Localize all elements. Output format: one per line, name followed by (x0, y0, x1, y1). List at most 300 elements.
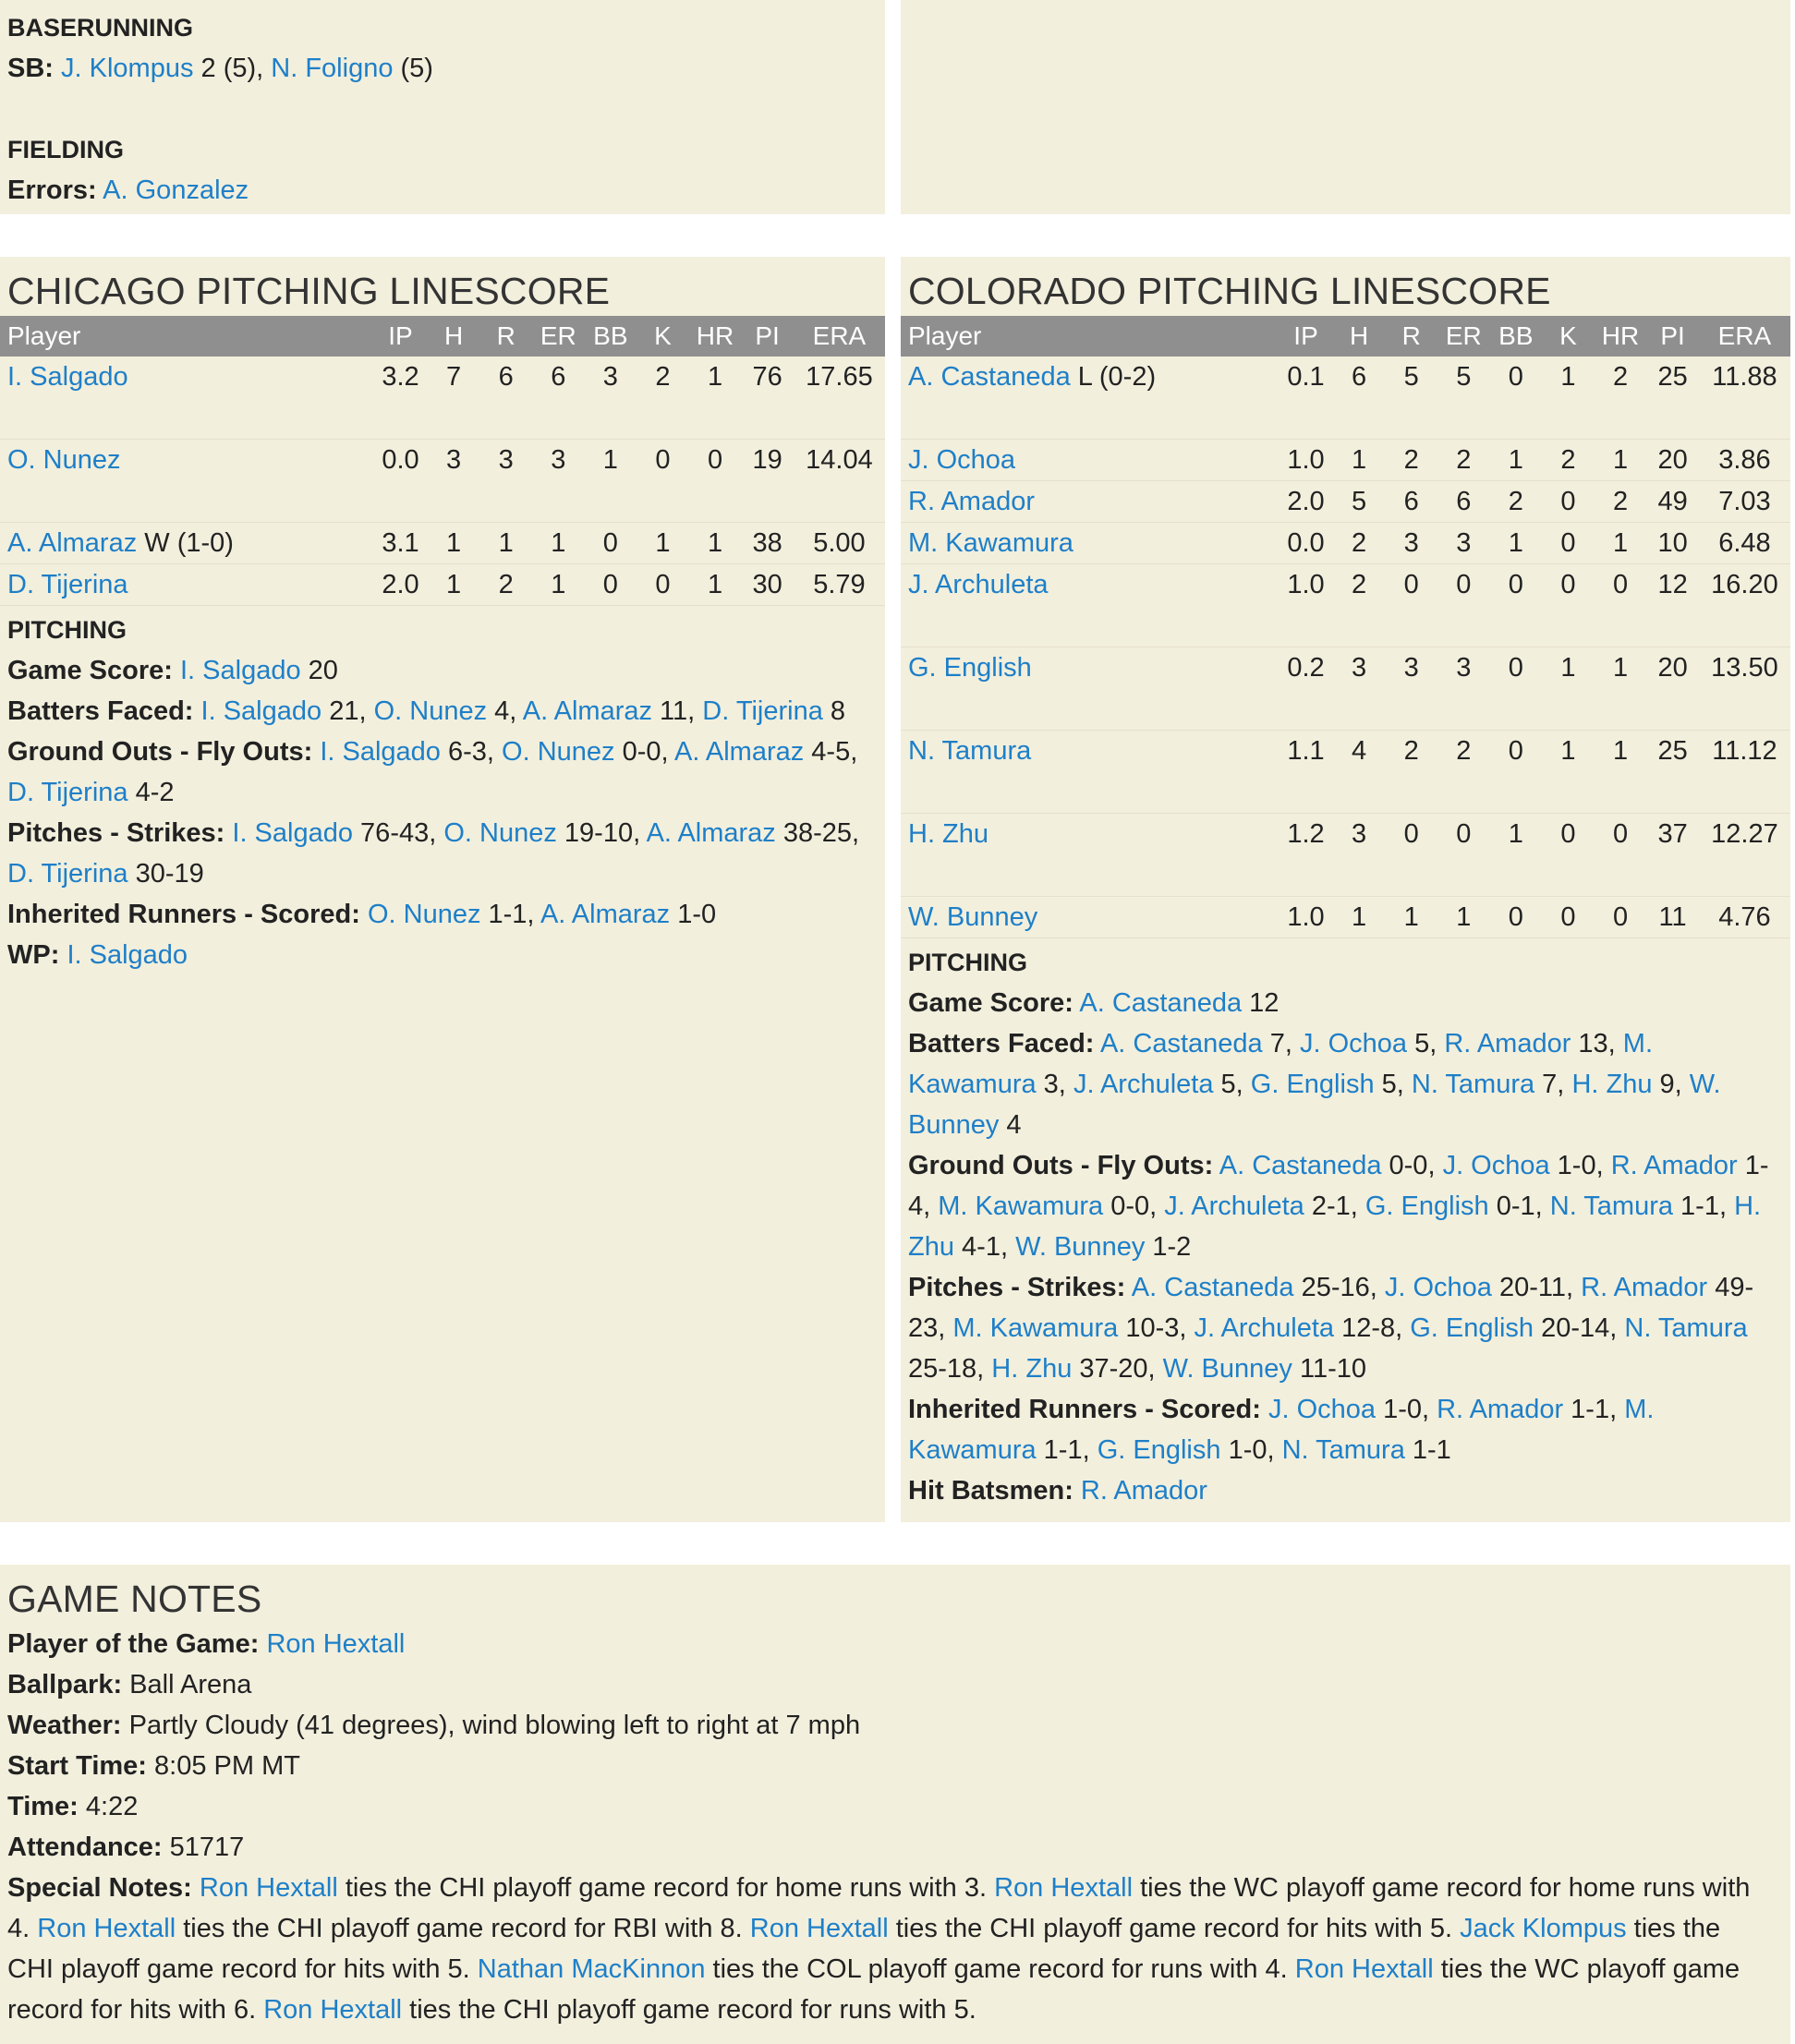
colorado-inherited-runners (901, 1389, 1790, 1470)
player-link[interactable]: J. Archuleta (1194, 1313, 1335, 1343)
stat-value: ties the CHI playoff game record for hits with 5. (888, 1914, 1461, 1943)
player-link[interactable]: J. Ochoa (1299, 1029, 1408, 1058)
stat-cell: 0 (689, 440, 742, 523)
chicago-pitches-strikes (0, 813, 885, 894)
stat-cell: 1 (689, 564, 742, 606)
stat-cell: 5 (1385, 357, 1437, 440)
sb-stat: (5) (393, 54, 433, 83)
stat-value: 1-1, (1672, 1191, 1735, 1221)
stat-cell: 0 (1490, 897, 1543, 938)
stat-cell: 4 (1333, 731, 1386, 814)
column-header: BB (585, 316, 637, 357)
weather-value: Partly Cloudy (41 degrees), wind blowing left to right at 7 mph (121, 1711, 861, 1740)
stat-cell: 0 (585, 564, 637, 606)
table-row (901, 731, 1790, 814)
player-link[interactable]: R. Amador (908, 487, 1035, 516)
stat-value: 20-14, (1534, 1313, 1625, 1343)
stat-value: 25-18, (908, 1354, 992, 1384)
player-link[interactable]: J. Ochoa (1384, 1273, 1492, 1302)
stat-cell: 2 (1595, 357, 1647, 440)
stat-value: 0-0, (1103, 1191, 1165, 1221)
start-time-value: 8:05 PM MT (146, 1751, 300, 1781)
stat-cell: 6 (1385, 481, 1437, 523)
decision-note: L (0-2) (1070, 362, 1157, 392)
ballpark (0, 1664, 1790, 1705)
column-header: K (1542, 316, 1595, 357)
stat-value: 4-5, (804, 737, 858, 767)
player-link[interactable]: Ron Hextall (37, 1914, 176, 1943)
empty-panel (901, 0, 1790, 214)
player-link[interactable]: G. English (1097, 1435, 1221, 1465)
stat-value: 37-20, (1072, 1354, 1163, 1384)
stat-cell: 3 (1437, 523, 1490, 564)
stat-value: 0-1, (1488, 1191, 1550, 1221)
stat-cell: 2 (1385, 731, 1437, 814)
stat-cell: 1 (1542, 357, 1595, 440)
stat-value: 19-10, (556, 818, 647, 848)
stat-cell: 11.12 (1699, 731, 1790, 814)
player-link[interactable]: A. Almaraz (522, 696, 652, 726)
stat-cell: 0.1 (1279, 357, 1333, 440)
go-fo-label: Ground Outs - Fly Outs: (908, 1151, 1214, 1180)
player-link[interactable]: Ron Hextall (749, 1914, 889, 1943)
player-link[interactable]: W. Bunney (1015, 1232, 1146, 1262)
column-header: R (1385, 316, 1437, 357)
player-link[interactable]: N. Tamura (1549, 1191, 1673, 1221)
column-header: PI (1646, 316, 1699, 357)
stat-value: 8 (822, 696, 846, 726)
stat-cell: 1 (1542, 731, 1595, 814)
stat-cell: 4.76 (1699, 897, 1790, 938)
inherited-runners-label: Inherited Runners - Scored: (7, 900, 360, 929)
player-link[interactable]: A. Gonzalez (103, 175, 249, 205)
special-notes-label: Special Notes: (7, 1873, 192, 1903)
stat-cell: 1 (1385, 897, 1437, 938)
stat-cell: 0 (1437, 564, 1490, 647)
ballpark-label: Ballpark: (7, 1670, 123, 1699)
stat-value: ties the CHI playoff game record for runs with 5. (402, 1995, 976, 2025)
stat-cell: 2.0 (1279, 481, 1333, 523)
player-link[interactable]: O. Nunez (373, 696, 488, 726)
player-link[interactable]: I. Salgado (232, 818, 353, 848)
stat-value: 7, (1534, 1070, 1572, 1099)
table-row (901, 481, 1790, 523)
stat-cell: 76 (741, 357, 794, 440)
table-row (901, 647, 1790, 731)
stat-cell: 0.0 (373, 440, 428, 523)
player-link[interactable]: O. Nunez (443, 818, 557, 848)
stat-cell: 3 (428, 440, 480, 523)
stat-cell: 2 (1333, 564, 1386, 647)
player-link[interactable]: O. Nunez (502, 737, 615, 767)
player-link[interactable]: R. Amador (1581, 1273, 1708, 1302)
player-link[interactable]: G. English (1250, 1070, 1375, 1099)
column-header: IP (1279, 316, 1333, 357)
stat-value: 1-0, (1549, 1151, 1611, 1180)
stat-cell: 3.86 (1699, 440, 1790, 481)
stat-value: 0-0, (1381, 1151, 1443, 1180)
stat-cell: 0 (1542, 481, 1595, 523)
column-header: ERA (1699, 316, 1790, 357)
player-link[interactable]: I. Salgado (179, 656, 301, 685)
game-notes-title: GAME NOTES (7, 1578, 262, 1620)
player-link[interactable]: I. Salgado (67, 940, 188, 970)
start-time (0, 1746, 1790, 1786)
stat-cell: 1.0 (1279, 564, 1333, 647)
chicago-pitching-panel (0, 257, 885, 1522)
stat-value: 4-1, (953, 1232, 1016, 1262)
player-link[interactable]: N. Tamura (908, 736, 1032, 766)
attendance (0, 1827, 1790, 1868)
stat-value: 1-1, (480, 900, 540, 929)
player-link[interactable]: A. Castaneda (908, 362, 1071, 392)
stat-value: 21, (321, 696, 374, 726)
stat-cell: 1 (1490, 523, 1543, 564)
column-header: Player (0, 316, 373, 357)
player-cell (901, 481, 1279, 523)
stat-value: 7, (1262, 1029, 1300, 1058)
player-link[interactable]: M. Kawamura (938, 1191, 1104, 1221)
table-row (901, 523, 1790, 564)
player-cell (901, 647, 1279, 731)
stat-cell: 3 (1385, 523, 1437, 564)
weather (0, 1705, 1790, 1746)
stat-value: 1-0, (1376, 1395, 1437, 1424)
ballpark-value: Ball Arena (122, 1670, 252, 1699)
player-link[interactable]: D. Tijerina (7, 778, 128, 807)
player-link[interactable]: M. Kawamura (908, 1029, 1654, 1099)
player-link[interactable]: J. Ochoa (908, 445, 1016, 475)
stat-value: 1-1 (1404, 1435, 1451, 1465)
game-notes-panel (0, 1565, 1790, 2044)
sb-label: SB: (7, 54, 54, 83)
player-link[interactable]: R. Amador (1080, 1476, 1207, 1506)
potg-label: Player of the Game: (7, 1629, 260, 1659)
stat-cell: 6 (479, 357, 532, 440)
player-link[interactable]: G. English (908, 653, 1032, 683)
column-header: ER (532, 316, 585, 357)
stat-cell: 0 (1542, 814, 1595, 897)
stat-cell: 38 (741, 523, 794, 564)
column-header: ERA (794, 316, 885, 357)
stat-cell: 0 (1595, 814, 1647, 897)
time-label: Time: (7, 1792, 79, 1821)
pitches-strikes-label: Pitches - Strikes: (7, 818, 225, 848)
player-link[interactable]: Ron Hextall (266, 1629, 406, 1659)
stat-cell: 2 (1595, 481, 1647, 523)
player-cell (0, 357, 373, 440)
colorado-linescore-table (901, 316, 1790, 938)
attendance-label: Attendance: (7, 1832, 163, 1862)
colorado-pitching-heading: PITCHING (908, 949, 1028, 976)
stat-cell: 2 (1542, 440, 1595, 481)
player-link[interactable]: W. Bunney (908, 902, 1038, 932)
column-header: H (428, 316, 480, 357)
stat-cell: 3.1 (373, 523, 428, 564)
player-link[interactable]: N. Foligno (271, 54, 394, 83)
player-cell (901, 523, 1279, 564)
stat-cell: 2 (1333, 523, 1386, 564)
batters-faced-label: Batters Faced: (7, 696, 194, 726)
player-link[interactable]: Jack Klompus (1460, 1914, 1627, 1943)
stat-value: 20-11, (1491, 1273, 1582, 1302)
stat-value: ties the CHI playoff game record for home runs with 3. (337, 1873, 995, 1903)
colorado-hit-batsmen (901, 1470, 1790, 1511)
colorado-ground-fly-outs (901, 1145, 1790, 1267)
special-notes (0, 1868, 1790, 2030)
stat-cell: 1 (428, 523, 480, 564)
stat-cell: 7.03 (1699, 481, 1790, 523)
player-link[interactable]: N. Tamura (1624, 1313, 1748, 1343)
player-link[interactable]: M. Kawamura (952, 1313, 1119, 1343)
stat-cell: 17.65 (794, 357, 885, 440)
chicago-pitching-title: CHICAGO PITCHING LINESCORE (7, 270, 611, 312)
stat-cell: 2 (1437, 731, 1490, 814)
table-row (0, 357, 885, 440)
player-link[interactable]: M. Kawamura (908, 528, 1073, 558)
table-row (901, 357, 1790, 440)
player-link[interactable]: M. Kawamura (908, 1395, 1655, 1465)
player-link[interactable]: H. Zhu (908, 1191, 1762, 1262)
inherited-runners-label: Inherited Runners - Scored: (908, 1395, 1261, 1424)
player-link[interactable]: D. Tijerina (7, 859, 128, 889)
player-link[interactable]: Ron Hextall (1294, 1954, 1434, 1984)
start-time-label: Start Time: (7, 1751, 147, 1781)
player-link[interactable]: Ron Hextall (263, 1995, 403, 2025)
player-link[interactable]: H. Zhu (991, 1354, 1073, 1384)
player-cell (901, 440, 1279, 481)
stat-value: 5, (1407, 1029, 1445, 1058)
fielding-heading: FIELDING (7, 136, 124, 163)
stat-value: 12 (1242, 988, 1280, 1018)
chicago-linescore-table (0, 316, 885, 606)
stat-cell: 37 (1646, 814, 1699, 897)
attendance-value: 51717 (162, 1832, 245, 1862)
stat-value: 5, (1374, 1070, 1412, 1099)
stat-value: 4-2 (127, 778, 175, 807)
chicago-inherited-runners (0, 894, 885, 935)
player-of-game (0, 1624, 1790, 1664)
stat-value: 6-3, (440, 737, 503, 767)
stat-cell: 3 (585, 357, 637, 440)
hit-batsmen-label: Hit Batsmen: (908, 1476, 1073, 1506)
stat-value: 9, (1652, 1070, 1690, 1099)
stat-value: 4 (999, 1110, 1022, 1140)
column-header: ER (1437, 316, 1490, 357)
stat-cell: 5 (1437, 357, 1490, 440)
column-header: HR (689, 316, 742, 357)
wp-label: WP: (7, 940, 60, 970)
chicago-pitching-heading: PITCHING (7, 616, 127, 644)
stat-cell: 1 (1595, 440, 1647, 481)
chicago-batters-faced (0, 691, 885, 732)
stat-cell: 25 (1646, 357, 1699, 440)
player-link[interactable]: W. Bunney (908, 1070, 1721, 1140)
player-link[interactable]: I. Salgado (320, 737, 441, 767)
player-link[interactable]: Ron Hextall (994, 1873, 1134, 1903)
player-cell (901, 357, 1279, 440)
player-cell (0, 564, 373, 606)
stat-cell: 1 (1490, 440, 1543, 481)
stat-cell: 0 (1490, 357, 1543, 440)
player-link[interactable]: A. Castaneda (1131, 1273, 1294, 1302)
stat-cell: 1 (1542, 647, 1595, 731)
player-link[interactable]: A. Almaraz (646, 818, 776, 848)
stat-value: ties the WC playoff game record for hits with 6. (7, 1954, 1740, 2025)
player-link[interactable]: W. Bunney (1162, 1354, 1292, 1384)
stat-cell: 30 (741, 564, 794, 606)
player-link[interactable]: R. Amador (1437, 1395, 1564, 1424)
column-header: BB (1490, 316, 1543, 357)
column-header: PI (741, 316, 794, 357)
stat-cell: 1 (689, 357, 742, 440)
player-link[interactable]: I. Salgado (7, 362, 128, 392)
stat-cell: 3 (1333, 814, 1386, 897)
stat-cell: 2 (479, 564, 532, 606)
player-cell (901, 731, 1279, 814)
chicago-game-score (0, 650, 885, 691)
stat-cell: 0.2 (1279, 647, 1333, 731)
stat-cell: 6.48 (1699, 523, 1790, 564)
player-link[interactable]: A. Castaneda (1219, 1151, 1382, 1180)
stat-cell: 0 (1542, 897, 1595, 938)
player-link[interactable]: N. Tamura (1281, 1435, 1405, 1465)
stat-cell: 12 (1646, 564, 1699, 647)
player-link[interactable]: J. Ochoa (1442, 1151, 1550, 1180)
player-link[interactable]: O. Nunez (7, 445, 121, 475)
stat-cell: 5.00 (794, 523, 885, 564)
stat-cell: 1 (1333, 897, 1386, 938)
stat-cell: 0 (585, 523, 637, 564)
stat-cell: 3 (1333, 647, 1386, 731)
stat-cell: 11 (1646, 897, 1699, 938)
sb-stat: 2 (5), (193, 54, 272, 83)
stat-cell: 1 (1595, 731, 1647, 814)
stat-value: 11, (652, 696, 703, 726)
stat-value: 10-3, (1118, 1313, 1195, 1343)
player-cell (0, 440, 373, 523)
table-row (0, 564, 885, 606)
table-row (901, 814, 1790, 897)
stat-cell: 19 (741, 440, 794, 523)
stat-cell: 14.04 (794, 440, 885, 523)
stat-value: 12-8, (1334, 1313, 1411, 1343)
stat-cell: 5.79 (794, 564, 885, 606)
stat-cell: 2 (1490, 481, 1543, 523)
player-link[interactable]: A. Almaraz (540, 900, 671, 929)
stat-value: 1-1, (1036, 1435, 1098, 1465)
stat-cell: 0 (1490, 564, 1543, 647)
stat-cell: 20 (1646, 440, 1699, 481)
stat-cell: 0 (1385, 564, 1437, 647)
stat-cell: 7 (428, 357, 480, 440)
player-cell (901, 897, 1279, 938)
stat-cell: 20 (1646, 647, 1699, 731)
stat-cell: 0 (1490, 731, 1543, 814)
stat-cell: 2 (1437, 440, 1490, 481)
column-header: K (637, 316, 689, 357)
stat-cell: 1 (532, 523, 585, 564)
stat-cell: 1 (1490, 814, 1543, 897)
column-header: HR (1595, 316, 1647, 357)
player-link[interactable]: J. Archuleta (908, 570, 1049, 599)
table-row (901, 440, 1790, 481)
player-link[interactable]: J. Klompus (61, 54, 194, 83)
player-link[interactable]: H. Zhu (1571, 1070, 1653, 1099)
stat-cell: 0.0 (1279, 523, 1333, 564)
table-row (0, 523, 885, 564)
stolen-bases-line (0, 48, 885, 89)
stat-value: ties the WC playoff game record for home runs with 4. (7, 1873, 1751, 1943)
player-link[interactable]: O. Nunez (367, 900, 481, 929)
player-link[interactable]: Ron Hextall (199, 1873, 338, 1903)
player-link[interactable]: A. Almaraz (7, 528, 138, 558)
stat-cell: 1 (637, 523, 689, 564)
stat-value: 0-0, (614, 737, 675, 767)
stat-cell: 0 (1542, 564, 1595, 647)
stat-value: ties the CHI playoff game record for RBI with 8. (176, 1914, 750, 1943)
stat-value: 4, (487, 696, 523, 726)
stat-value: 1-0 (670, 900, 717, 929)
stat-cell: 2 (637, 357, 689, 440)
stat-cell: 16.20 (1699, 564, 1790, 647)
player-link[interactable]: J. Archuleta (1073, 1070, 1214, 1099)
player-link[interactable]: J. Archuleta (1164, 1191, 1304, 1221)
player-link[interactable]: G. English (1410, 1313, 1534, 1343)
player-link[interactable]: H. Zhu (908, 819, 989, 849)
colorado-pitches-strikes (901, 1267, 1790, 1389)
player-link[interactable]: A. Almaraz (674, 737, 805, 767)
stat-value: ties the COL playoff game record for runs with 4. (705, 1954, 1295, 1984)
stat-cell: 1 (585, 440, 637, 523)
player-link[interactable]: A. Castaneda (1099, 1029, 1263, 1058)
chicago-ground-fly-outs (0, 732, 885, 813)
stat-cell: 3 (532, 440, 585, 523)
player-cell (0, 523, 373, 564)
player-link[interactable]: R. Amador (1444, 1029, 1571, 1058)
player-link[interactable]: D. Tijerina (7, 570, 128, 599)
go-fo-label: Ground Outs - Fly Outs: (7, 737, 313, 767)
player-link[interactable]: J. Ochoa (1267, 1395, 1377, 1424)
player-link[interactable]: D. Tijerina (702, 696, 823, 726)
errors-line (0, 170, 885, 211)
pitches-strikes-label: Pitches - Strikes: (908, 1273, 1126, 1302)
stat-value: 38-25, (775, 818, 860, 848)
stat-cell: 25 (1646, 731, 1699, 814)
stat-value: 1-2 (1145, 1232, 1192, 1262)
player-link[interactable]: G. English (1364, 1191, 1489, 1221)
stat-value: 25-16, (1293, 1273, 1385, 1302)
stat-cell: 6 (1437, 481, 1490, 523)
baserunning-heading: BASERUNNING (7, 14, 194, 42)
stat-value: 5, (1213, 1070, 1251, 1099)
stat-cell: 1 (1333, 440, 1386, 481)
stat-cell: 3 (1385, 647, 1437, 731)
player-link[interactable]: N. Tamura (1411, 1070, 1535, 1099)
stat-value: ties the CHI playoff game record for hits with 5. (7, 1914, 1721, 1984)
player-link[interactable]: I. Salgado (200, 696, 322, 726)
player-link[interactable]: R. Amador (1610, 1151, 1738, 1180)
stat-cell: 6 (1333, 357, 1386, 440)
stat-cell: 1.0 (1279, 440, 1333, 481)
player-link[interactable]: A. Castaneda (1079, 988, 1243, 1018)
stat-value: 13, (1571, 1029, 1623, 1058)
table-row (901, 897, 1790, 938)
column-header: H (1333, 316, 1386, 357)
stat-value: 49-23, (908, 1273, 1754, 1343)
stat-value: 2-1, (1304, 1191, 1365, 1221)
player-link[interactable]: Nathan MacKinnon (477, 1954, 706, 1984)
